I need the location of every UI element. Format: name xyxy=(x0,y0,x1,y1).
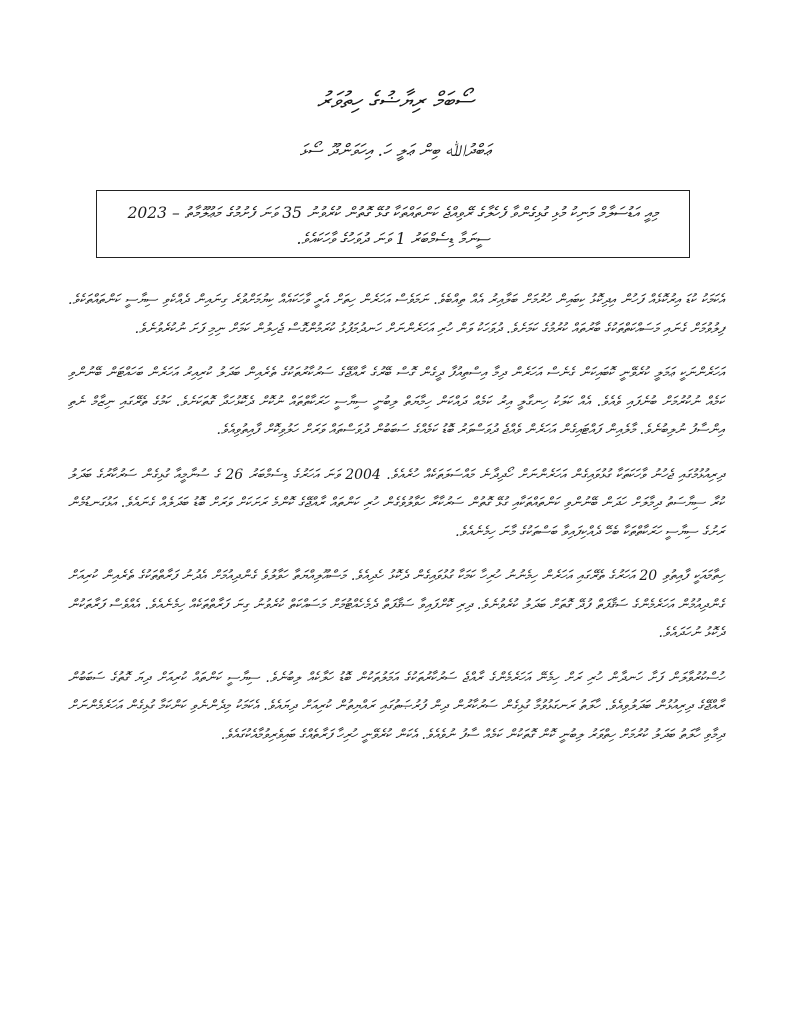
paragraph: ހިތާމައަކީ ފާއިތުވި 20 އަހަރުގެ ތެރޭގައި އަހަރެން ހިމެނުނު ހުރިހާ ކަމަކާ ގުޅުވައިގެން ދެކޮޅު ހެދިއެވެ. މަސްއޫލިއްޔަތާ ހަވާލުވެ ގެންދިއުމަށް އެދުނު ފަރާތްތަކުގެ ތެރެއިން ކުރިއަށް ގެންދިއުމުން އަހަރެމެންގެ ސަޤާފަތް ފުދޭ ގޮތަށް ބަދަލު ކުރެވުނެވެ. ދިރި ކޮށްފައިވާ ސަޤާފަތް ދެމެހެއްޓުމަށް މަސައްކަތް ކުރެވުނު ގިނަ ފަރާތްތަކެއް ހިމެނެއެވެ. އެއްވެސް ފަރާތަކުން ދެކޮޅު ނުހަދައެވެ. xyxy=(68,568,724,641)
body-text xyxy=(68,286,724,765)
paragraph: އެކަމަކު ކުޑަ އިރުކޮޅެއް ފަހުން އިދިކޮޅު ކިބައިން ހުރުމަށް ބަލާއިރު އެއް ތިއްބެވެ. ނަމަވެސް އަހަރެން ހިތަށް އެރީ ވާހަކައެއް ކިޔުމަށްވުރެ ގިނައިން ދެއްކެވި ސިޔާސީ ކަންތައްތަކެވެ. ފިލުވުމަށް ގެނައި މަސައްކަތްތަކުގެ ބާރުތައް ކުރުމުގެ ކަމަށެވެ. ދުވަހަކު ވަން ހުރި އަހަރެންނަށް ހަނދުމަފުޅު ކުރަމުންގޮސް ޖެހިލުން ކަމަށް ނިމި ފަށަ ނުކުރެވުނެވެ. xyxy=(68,292,724,337)
abstract-text: މިއީ އަޑުސަލާމް މަނިކު މުޅި ގުޅިގެންވާ ފެހެލާގެ ރޭވިއްޖެ ކަންތައްތަކާ ގުޅޭ ގޮތުން ކުރެވުނު 35 ވަނަ ފެށުމުގެ މަޢުލޫމާތު – 2023 ސީނަމާ ޑިސެމްބަރު 1 ވަނަ ދުވަހުގެ ވާހަކައެވެ. xyxy=(127,204,659,248)
paragraph: ހުސްކުރުވާލަން ފަށާ ހަނދާން ހުރި ރަށް ހިމެނޭ އަހަރެމެންގެ ރާއްޖެ ސަރުކާރުތަކުގެ އަމަލުތަކުން ބޮޑު ހަލާކެއް ލިބުނެވެ. ސިޔާސީ ކަންތައް ކުރިއަށް ދިޔަ ގޮތުގެ ސަބަބުން ރާއްޖޭގެ ދިރިއުޅުން ބަދަލުވިއެވެ. ހާލަތު ރަނގަޅުވުމާ ގުޅިގެން ސަރުކާރުން ދިން ފުރުޞަތުގައި ރައްޔިތުން ކުރިއަށް ދިޔައެވެ. އެކަމަކު މިދެންނެވި ކަންކަމާ ގުޅިގެން އަހަރެމެންނަށް ދިމާވި ހާލަތު ބަދަލު ކުރުމަށް ހިތްވަރު ލިބުނީ ކޮން ގޮތަކުން ކަމެއް ސާފު ނުވެއެވެ. އެކަން ކުރެވޭނީ ހުރިހާ ފަރާތެއްގެ ބައިވެރިވުމާއެކުގައެވެ. xyxy=(68,669,724,743)
page-title: ސޯބަމް ރިޔާޟުގެ ހިތުވަރު xyxy=(316,88,475,114)
author-byline: ޢަބްދުﷲ ބިން ޢަލީ ހަ. އިހަވަންދޫ ސޯޅަ xyxy=(299,141,492,161)
abstract-box xyxy=(96,190,690,258)
paragraph: އަހަރެންނަކީ ޢަމަލީ ކުރެވޭނީ ކޮބައިކަން ގެނެސް އަހަރެން ދިމާ އިސްތިއުފާ ދީގެން ގޮސް ބޭރުގެ ރާއްޖޭގެ ސަރުކާރުތަކުގެ ތެރެއިން ބަދަލު ކުރިއިރު އަހަރެން ބަހައްޓަން ބޭނުންވި ކަމެއް ނުކުރުމަށް ބުނެފައި ވެއެވެ. އެއް ކަލަކު ހިނގާލީ އިރު ކަމެއް ދައްކަން ހިމާޔަތް ލިބުނީ ސިޔާސީ ހަރަކާތްތައް ނުކޮށް ދެކޮޅުހަދާ ގޮތަކަށެވެ. ކަމުގެ ތެރޭގައި ނިޒާމް ނެތި އިންސާފު ނުލިބުނެވެ. މާލެއިން ފައްޓައިގެން އަހަރެން ވެއްޖެ ދުވަސްވަރު ބޮޑު ކަމެއްގެ ސަބަބުން ދުވަސްތައް ވަރަށް ހަލުވިކޮށް ފާއިތުވިއެވެ. xyxy=(68,365,724,438)
paragraph: ދިރިއުޅުމުގައި ޖެހުނު ވާހަކަތަކާ ގުޅުވައިގެން އަހަރެންނަށް ހޯދިދާނެ މައްސަލަތަކެއް ހުރެއެވެ. 2004 ވަނަ އަހަރުގެ ޑިސެމްބަރު 26 ގެ ސުނާމީއާ ގުޅިގެން ސަރުކާރުގެ ބަދަލު ކުރާ ސިޔާސަތު ދިމާލަށް ހަދަން ބޭނުންވި ކަންތައްތަކާއި ގުޅޭ ގޮތުން ސަރުކާރާ ހަވާލުވެގެން ހުރި ކަންތައް ރާއްޖޭގެ ކޮންމެ ރަށަކަށް ވަރަށް ބޮޑު ބަދަލެއް ގެނައެވެ. އަޅުގަނޑުމެން ރަށުގެ ސިޔާސީ ހަރަކާތްތަކާ ބެހޭ ދެއްކިފައިވާ ބަސްތަކުގެ މާނަ ހިމެނެއެވެ. xyxy=(68,466,724,540)
